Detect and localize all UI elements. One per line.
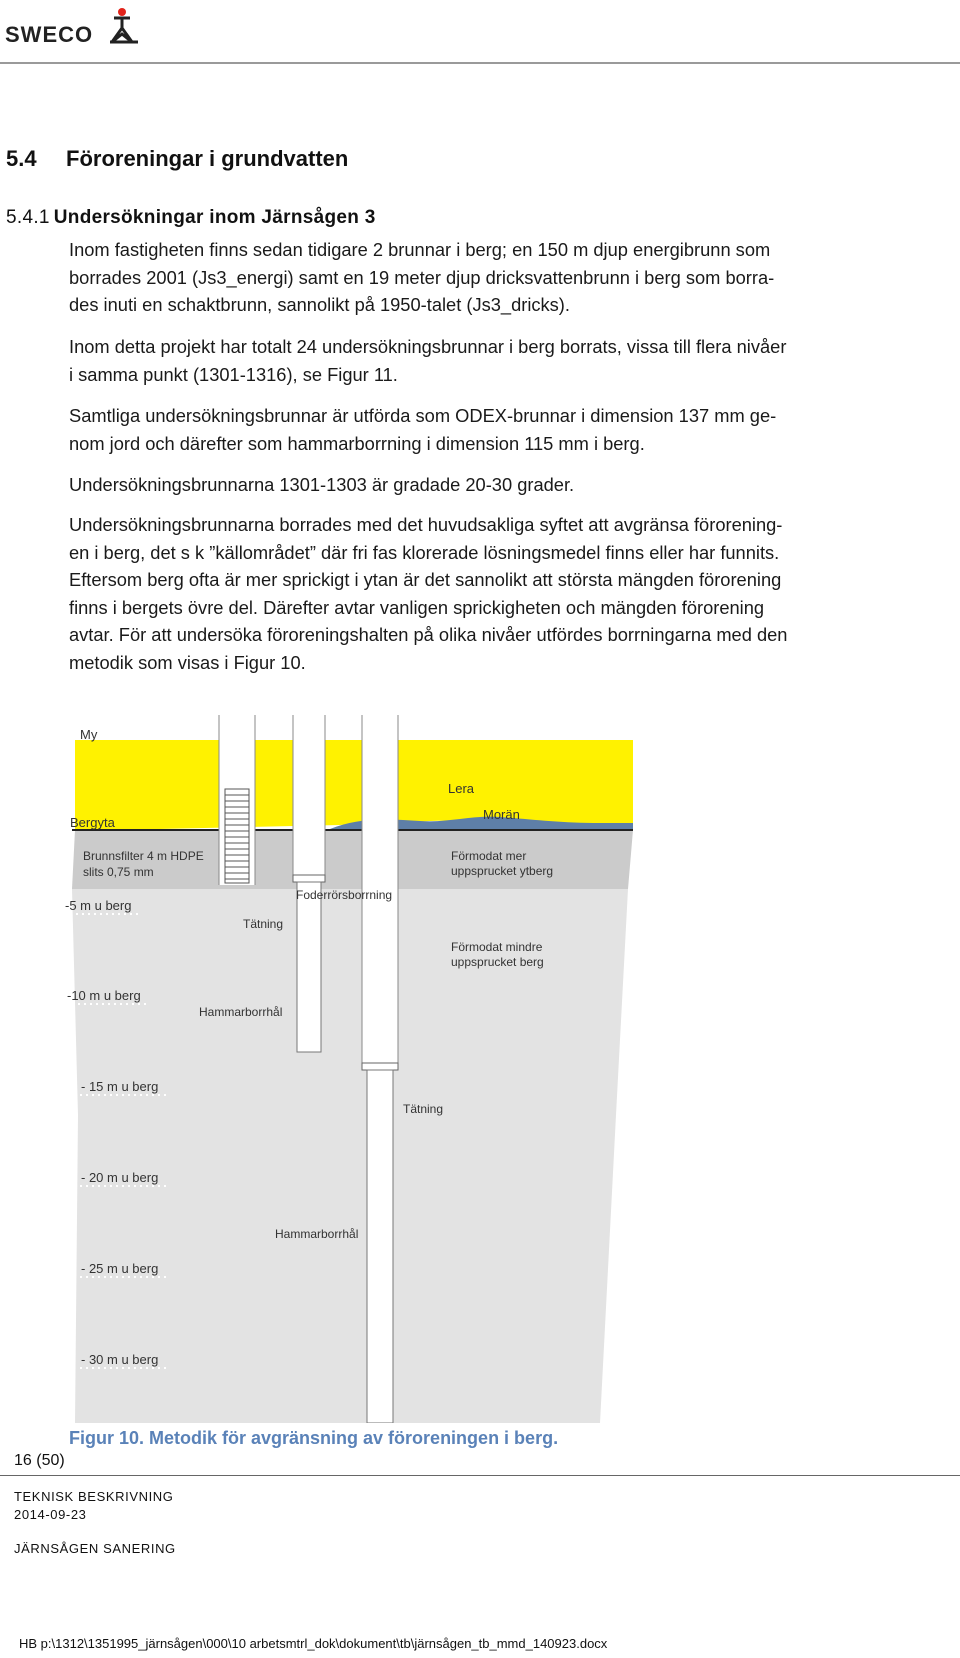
paragraph-line: borrades 2001 (Js3_energi) samt en 19 meter djup dricksvattenbrunn i berg som borra-	[69, 266, 775, 288]
paragraph-line: Undersökningsbrunnarna borrades med det huvudsakliga syftet att avgränsa förorening-	[69, 514, 783, 535]
label-moran: Morän	[483, 807, 520, 822]
header-divider	[0, 62, 960, 64]
paragraph-line: avtar. För att undersöka föroreningshalten på olika nivåer utfördes borrningarna med den	[69, 624, 788, 645]
label-hammer-hole-2: Hammarborrhål	[275, 1227, 359, 1241]
footer-file-path: HB p:\1312\1351995_järnsågen\000\10 arbetsmtrl_dok\dokument\tb\järnsågen_tb_mmd_140923.docx	[19, 1636, 608, 1651]
figure-caption: Figur 10. Metodik för avgränsning av föroreningen i berg.	[69, 1428, 559, 1448]
label-hammer-hole-1: Hammarborrhål	[199, 1005, 283, 1019]
subsection-number: 5.4.1	[6, 207, 50, 228]
well-screen	[225, 789, 249, 883]
section-title: Föroreningar i grundvatten	[66, 146, 349, 171]
clay-layer	[75, 740, 633, 805]
label-lera: Lera	[448, 781, 475, 796]
section-heading	[6, 146, 348, 172]
label-bergyta: Bergyta	[70, 815, 115, 830]
depth-label: - 30 m u berg	[81, 1352, 159, 1367]
page-number: 16 (50)	[14, 1452, 65, 1469]
depth-label: -5 m u berg	[65, 898, 132, 913]
sweco-logo-icon	[108, 6, 144, 44]
depth-label: -10 m u berg	[67, 988, 141, 1003]
label-seal-2: Tätning	[403, 1102, 444, 1116]
subsection-heading	[6, 207, 376, 229]
depth-label: - 25 m u berg	[81, 1261, 159, 1276]
paragraph-line: finns i bergets övre del. Därefter avtar vanligen sprickigheten och mängden förorening	[69, 596, 765, 618]
section-number: 5.4	[6, 146, 37, 171]
label-more-fractured-2: uppsprucket ytberg	[451, 864, 554, 878]
depth-label: - 15 m u berg	[81, 1079, 159, 1094]
paragraph-line: en i berg, det s k ”källområdet” där fri fas klorerade lösningsmedel finns eller har funnits.	[69, 541, 780, 563]
footer-project: JÄRNSÅGEN SANERING	[14, 1541, 176, 1556]
paragraph-line: Samtliga undersökningsbrunnar är utförda som ODEX-brunnar i dimension 137 mm ge-	[69, 405, 777, 426]
label-less-fractured-2: uppsprucket berg	[451, 955, 544, 969]
label-seal-1: Tätning	[243, 917, 284, 931]
label-well-screen-1: Brunnsfilter 4 m HDPE	[83, 849, 204, 863]
borehole-3-seal	[362, 1063, 398, 1070]
paragraph-line: i samma punkt (1301-1316), se Figur 11.	[69, 363, 398, 385]
paragraph-line: metodik som visas i Figur 10.	[69, 651, 306, 673]
paragraph-line: Inom fastigheten finns sedan tidigare 2 brunnar i berg; en 150 m djup energibrunn som	[69, 239, 771, 260]
label-more-fractured-1: Förmodat mer	[451, 849, 527, 863]
footer-divider	[0, 1475, 960, 1476]
sweco-logo	[5, 6, 145, 46]
drilling-method-figure	[0, 713, 960, 1423]
borehole-2-casing	[293, 715, 325, 882]
paragraph-line: Undersökningsbrunnarna 1301-1303 är gradade 20-30 grader.	[69, 474, 575, 495]
paragraph-5	[69, 511, 949, 676]
borehole-2-hammer-hole	[297, 882, 321, 1052]
paragraph-line: nom jord och därefter som hammarborrning i dimension 115 mm i berg.	[69, 432, 645, 454]
label-casing-drilling: Foderrörsborrning	[296, 888, 393, 902]
borehole-2-seal	[293, 875, 325, 882]
label-less-fractured-1: Förmodat mindre	[451, 940, 543, 954]
footer-date: 2014-09-23	[14, 1507, 87, 1522]
label-well-screen-2: slits 0,75 mm	[83, 865, 154, 879]
paragraph-line: Inom detta projekt har totalt 24 undersökningsbrunnar i berg borrats, vissa till flera nivåer	[69, 336, 787, 357]
borehole-3-hammer-hole	[367, 1070, 393, 1423]
paragraph-1	[69, 236, 949, 319]
paragraph-2	[69, 333, 949, 388]
label-my: My	[80, 727, 98, 742]
paragraph-line: Eftersom berg ofta är mer sprickigt i ytan är det sannolikt att största mängden förorening	[69, 569, 782, 590]
lower-rock	[72, 889, 628, 1423]
paragraph-4	[69, 471, 949, 499]
subsection-title: Undersökningar inom Järnsågen 3	[53, 207, 376, 228]
depth-label: - 20 m u berg	[81, 1170, 159, 1185]
logo-text: SWECO	[5, 22, 94, 47]
footer-doc-type: TEKNISK BESKRIVNING	[14, 1489, 174, 1504]
paragraph-3	[69, 402, 949, 457]
paragraph-line: des inuti en schaktbrunn, sannolikt på 1950-talet (Js3_dricks).	[69, 294, 570, 315]
